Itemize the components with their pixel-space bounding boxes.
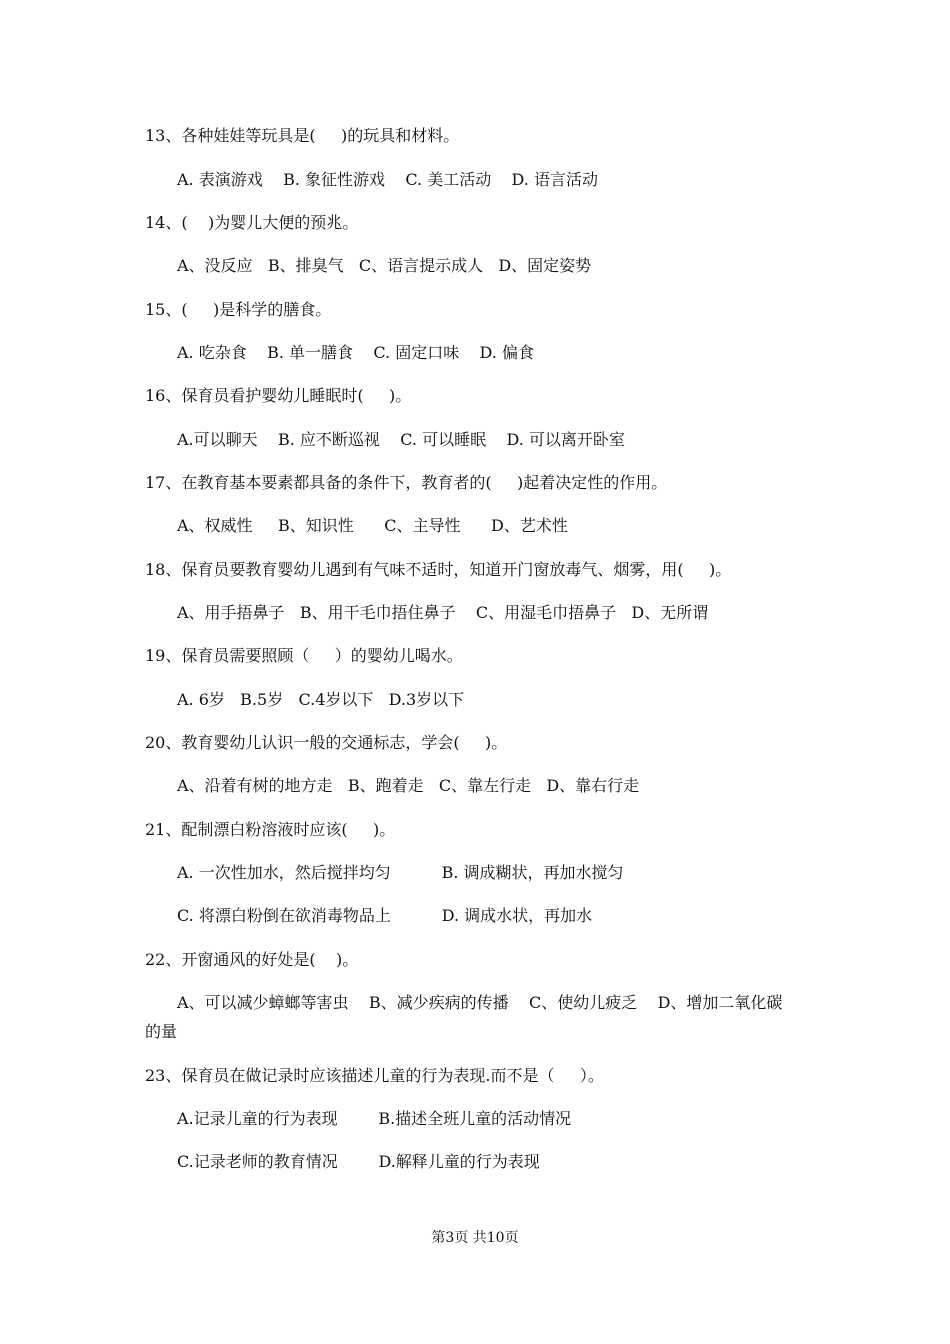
question-19-options: A. 6岁 B.5岁 C.4岁以下 D.3岁以下 bbox=[177, 690, 465, 709]
question-20-stem: 20、教育婴幼儿认识一般的交通标志，学会( )。 bbox=[145, 733, 508, 752]
question-23-stem: 23、保育员在做记录时应该描述儿童的行为表现.而不是（ ）。 bbox=[145, 1066, 604, 1085]
question-23-options-cd: C.记录老师的教育情况 D.解释儿童的行为表现 bbox=[177, 1152, 540, 1171]
page-footer: 第3页 共10页 bbox=[431, 1230, 519, 1246]
question-21-options-cd: C. 将漂白粉倒在欲消毒物品上 D. 调成水状，再加水 bbox=[177, 906, 593, 925]
question-13-options: A. 表演游戏 B. 象征性游戏 C. 美工活动 D. 语言活动 bbox=[177, 170, 598, 189]
question-21-options-ab: A. 一次性加水，然后搅拌均匀 B. 调成糊状，再加水搅匀 bbox=[177, 863, 624, 882]
question-18-stem: 18、保育员要教育婴幼儿遇到有气味不适时，知道开门窗放毒气、烟雾，用( )。 bbox=[145, 560, 732, 579]
question-14-stem: 14、( )为婴儿大便的预兆。 bbox=[145, 213, 359, 232]
question-18-options: A、用手捂鼻子 B、用干毛巾捂住鼻子 C、用湿毛巾捂鼻子 D、无所谓 bbox=[177, 603, 709, 622]
question-16-options: A.可以聊天 B. 应不断巡视 C. 可以睡眠 D. 可以离开卧室 bbox=[177, 430, 625, 449]
question-22-options: A、可以减少蟑螂等害虫 B、减少疾病的传播 C、使幼儿疲乏 D、增加二氧化碳 bbox=[177, 993, 783, 1012]
question-17-options: A、权威性 B、知识性 C、主导性 D、艺术性 bbox=[177, 516, 568, 535]
question-20-options: A、沿着有树的地方走 B、跑着走 C、靠左行走 D、靠右行走 bbox=[177, 776, 640, 795]
question-14-options: A、没反应 B、排臭气 C、语言提示成人 D、固定姿势 bbox=[177, 256, 592, 275]
question-19-stem: 19、保育员需要照顾（ ）的婴幼儿喝水。 bbox=[145, 646, 463, 665]
question-17-stem: 17、在教育基本要素都具备的条件下，教育者的( )起着决定性的作用。 bbox=[145, 473, 668, 492]
question-21-stem: 21、配制漂白粉溶液时应该( )。 bbox=[145, 820, 396, 839]
question-13-stem: 13、各种娃娃等玩具是( )的玩具和材料。 bbox=[145, 126, 460, 145]
question-22-stem: 22、开窗通风的好处是( )。 bbox=[145, 950, 359, 969]
question-15-stem: 15、( )是科学的膳食。 bbox=[145, 300, 332, 319]
question-15-options: A. 吃杂食 B. 单一膳食 C. 固定口味 D. 偏食 bbox=[177, 343, 534, 362]
question-23-options-ab: A.记录儿童的行为表现 B.描述全班儿童的活动情况 bbox=[177, 1109, 572, 1128]
question-16-stem: 16、保育员看护婴幼儿睡眠时( )。 bbox=[145, 386, 412, 405]
question-22-options-continuation: 的量 bbox=[145, 1022, 178, 1041]
